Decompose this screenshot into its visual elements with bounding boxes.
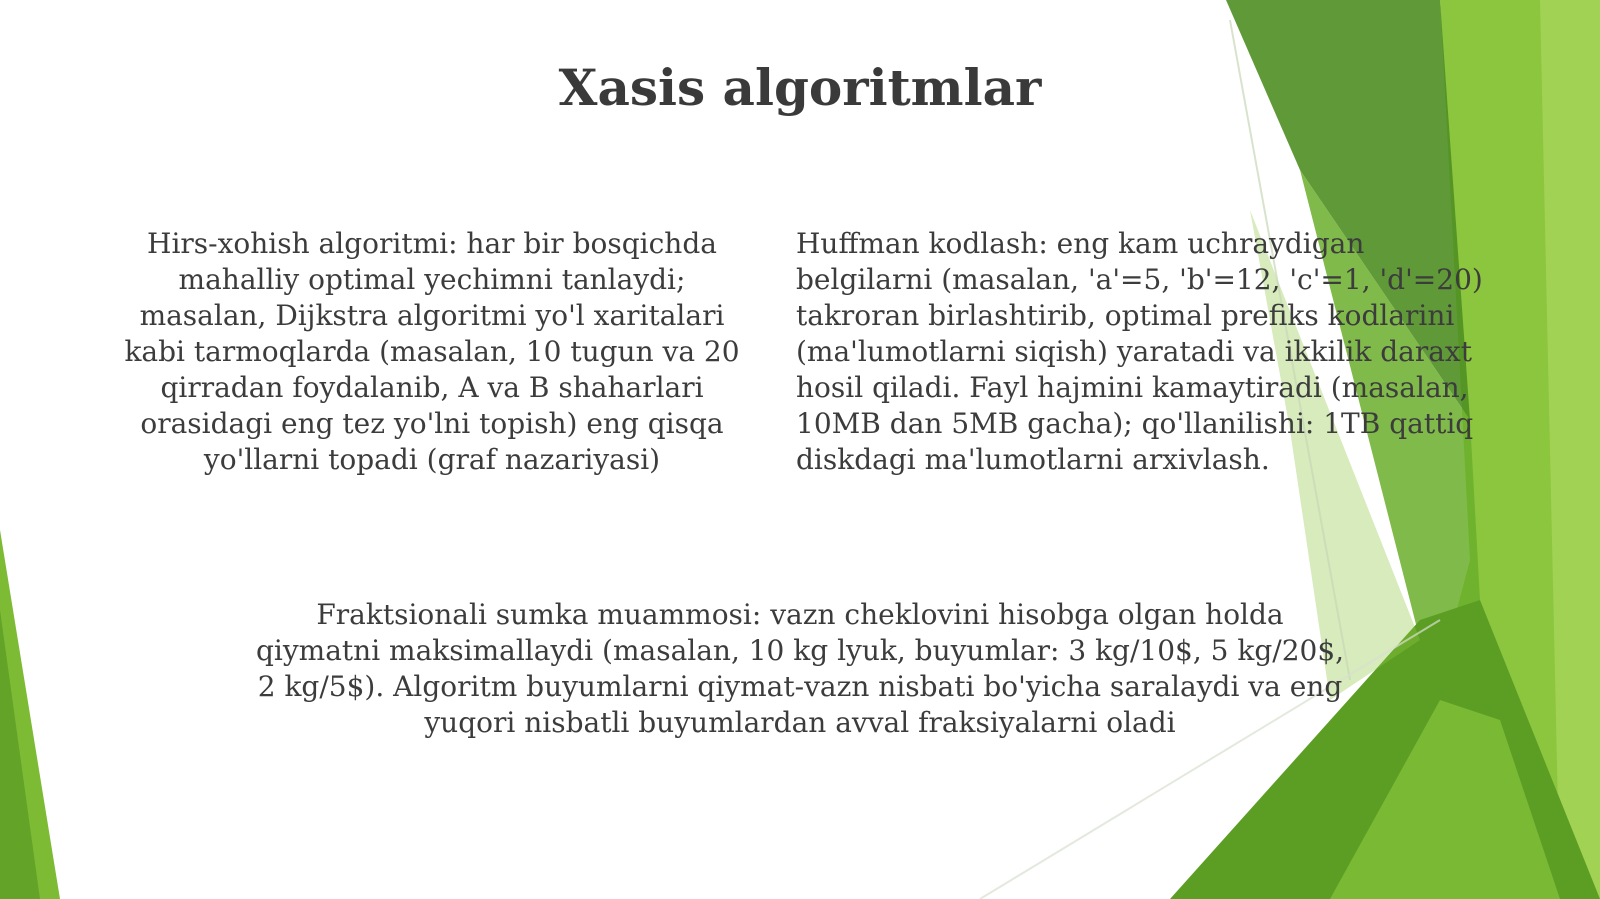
greedy-algorithm-text: Hirs-xohish algoritmi: har bir bosqichda mahalliy optimal yechimni tanlaydi; masalan, Dijkstra algoritmi yo'l xaritalari kabi tarmoqlarda (masalan, 10 tugun va 20 qirradan foydalanib, A va B shaharlari orasidagi eng tez yo'lni topish) eng qisqa yo'llarni topadi (graf nazariyasi) <box>124 227 740 476</box>
slide-title: Xasis algoritmlar <box>558 58 1042 117</box>
fractional-knapsack-text: Fraktsionali sumka muammosi: vazn cheklovini hisobga olgan holda qiymatni maksimallaydi (masalan, 10 kg lyuk, buyumlar: 3 kg/10$, 5 kg/20$, 2 kg/5$). Algoritm buyumlarni qiymat-vazn nisbati bo'yicha saralaydi va eng yuqori nisbatli buyumlardan avval fraksiyalarni oladi <box>255 598 1345 739</box>
huffman-coding-text: Huffman kodlash: eng kam uchraydigan belgilarni (masalan, 'a'=5, 'b'=12, 'c'=1, 'd'=20) takroran birlashtirib, optimal prefiks kodlarini (ma'lumotlarni siqish) yaratadi va ikkilik daraxt hosil qiladi. Fayl hajmini kamaytiradi (masalan, 10MB dan 5MB gacha); qo'llanilishi: 1TB qattiq diskdagi ma'lumotlarni arxivlash. <box>796 227 1483 476</box>
